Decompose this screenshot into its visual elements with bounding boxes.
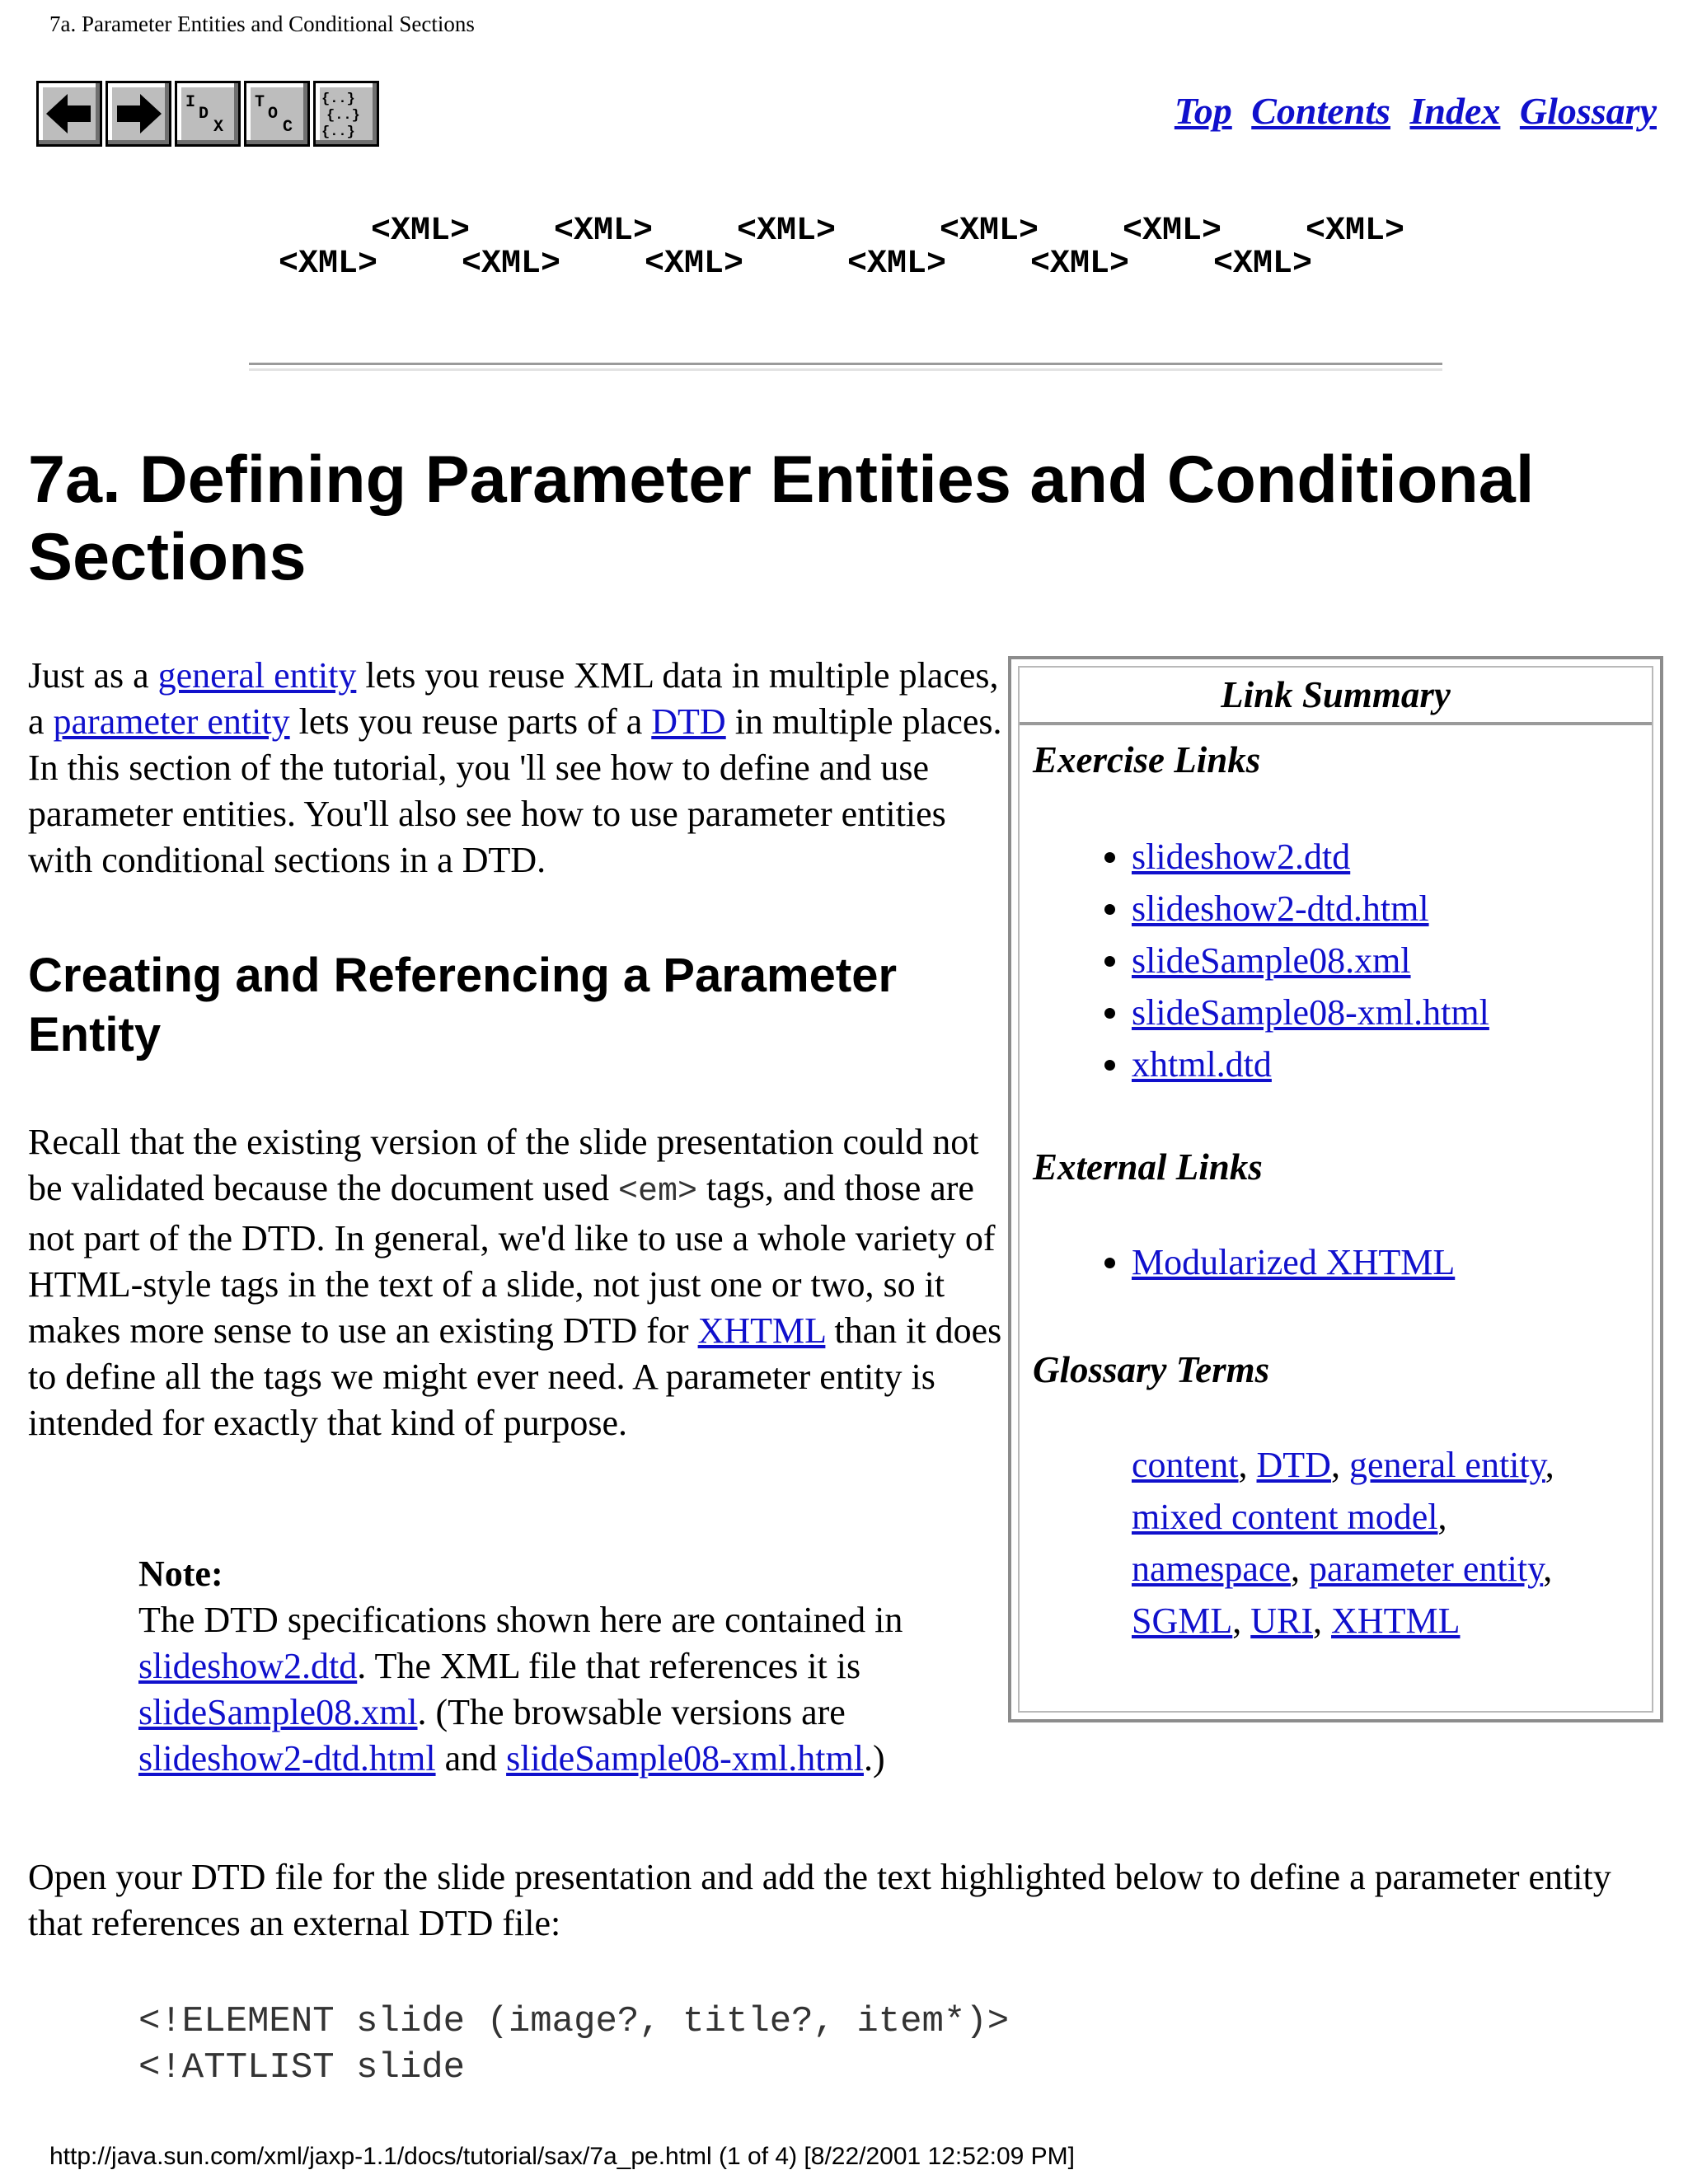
arrow-right-icon [114, 91, 163, 137]
exercise-links-list [1074, 831, 1489, 1090]
nav-toolbar [36, 81, 379, 147]
list-item [1132, 1236, 1455, 1288]
xml-banner-word: <XML> [737, 213, 837, 250]
separator: , [1238, 1445, 1257, 1485]
svg-text:{..}: {..} [321, 124, 355, 140]
note-block: Note: The DTD specifications shown here are contained in slideshow2.dtd. The XML file that references it is slideSample08.xml. (The browsable versions are slideshow2-dtd.html and slideSample08-xml.html.) [138, 1551, 987, 1782]
print-footer-url: http://java.sun.com/xml/jaxp-1.1/docs/tutorial/sax/7a_pe.html (1 of 4) [8/22/2001 12:52:09 PM] [49, 2143, 1076, 2170]
slidesample08-xml-link[interactable]: slideSample08.xml [138, 1692, 418, 1732]
svg-text:X: X [213, 118, 224, 137]
glossary-term-link[interactable]: SGML [1132, 1601, 1233, 1641]
xml-banner-word: <XML> [554, 213, 654, 250]
exercise-link[interactable]: xhtml.dtd [1132, 1044, 1272, 1085]
index-icon [182, 88, 233, 139]
glossary-link[interactable]: Glossary [1519, 90, 1657, 132]
glossary-term-link[interactable]: mixed content model [1132, 1497, 1438, 1537]
inline-code-em: <em> [617, 1174, 697, 1211]
external-link[interactable]: Modularized XHTML [1132, 1242, 1456, 1282]
glossary-term-link[interactable]: XHTML [1331, 1601, 1461, 1641]
list-item [1132, 883, 1489, 935]
xml-banner-word: <XML> [462, 246, 561, 279]
exercise-link[interactable]: slideSample08.xml [1132, 940, 1411, 981]
glossary-term-link[interactable]: DTD [1256, 1445, 1331, 1485]
list-item [1132, 831, 1489, 883]
xml-banner-word: <XML> [645, 246, 744, 279]
slideshow2-dtd-link[interactable]: slideshow2.dtd [138, 1646, 358, 1686]
section-heading: Creating and Referencing a Parameter Entity [28, 949, 898, 1062]
glossary-term-link[interactable]: general entity [1348, 1445, 1545, 1485]
xml-banner-word: <XML> [847, 246, 947, 279]
xml-tags-icon [320, 87, 373, 140]
svg-text:{..}: {..} [321, 91, 355, 107]
index-button[interactable] [175, 81, 241, 147]
list-item [1132, 1038, 1489, 1090]
glossary-terms-title: Glossary Terms [1033, 1349, 1270, 1390]
recall-paragraph: Recall that the existing version of the slide presentation could not be validated because the document used <em> tags, and those are not part of the DTD. In general, we'd like to use a whole variety of HTML-style tags in the text of a slide, not just one or two, so it makes more sense to use an existing DTD for XHTML than it does to define all the tags we might ever need. A parameter entity is intended for exactly that kind of purpose. [28, 1122, 1002, 1443]
separator: , [1437, 1497, 1447, 1537]
xml-banner-word: <XML> [1213, 246, 1313, 279]
page-title: 7a. Defining Parameter Entities and Conditional Sections [28, 443, 1535, 594]
toc-button[interactable] [244, 81, 310, 147]
code-line: <!ATTLIST slide [138, 2047, 466, 2088]
xml-banner-word: <XML> [279, 246, 378, 279]
glossary-term-link[interactable]: parameter entity [1309, 1549, 1544, 1589]
xml-banner-word: <XML> [1306, 213, 1405, 250]
xml-banner-word: <XML> [1030, 246, 1130, 279]
glossary-term-link[interactable]: namespace [1132, 1549, 1291, 1589]
svg-text:D: D [199, 105, 209, 124]
list-item [1132, 987, 1489, 1038]
note-label: Note: [138, 1554, 223, 1594]
separator: , [1232, 1601, 1251, 1641]
horizontal-rule [249, 363, 1442, 371]
code-line: <!ELEMENT slide (image?, title?, item*)> [138, 2001, 1010, 2042]
separator: , [1313, 1601, 1332, 1641]
external-links-list [1074, 1236, 1455, 1288]
xml-banner-word: <XML> [371, 213, 471, 250]
link-summary-box [1008, 656, 1663, 1722]
index-link[interactable]: Index [1409, 90, 1501, 132]
glossary-term-link[interactable]: content [1132, 1445, 1239, 1485]
xml-banner [279, 213, 1416, 279]
top-link[interactable]: Top [1174, 90, 1232, 132]
glossary-terms-list [1132, 1439, 1610, 1647]
print-header: 7a. Parameter Entities and Conditional Sections [49, 12, 475, 36]
separator: , [1291, 1549, 1309, 1589]
contents-link[interactable]: Contents [1251, 90, 1390, 132]
top-links [1165, 89, 1657, 133]
exercise-link[interactable]: slideshow2.dtd [1132, 837, 1351, 877]
back-button[interactable] [36, 81, 102, 147]
code-block [138, 1999, 1009, 2091]
svg-text:O: O [268, 105, 279, 124]
slidesample08-xml-html-link[interactable]: slideSample08-xml.html [506, 1738, 864, 1779]
xml-tags-button[interactable] [313, 81, 379, 147]
list-item [1132, 935, 1489, 987]
general-entity-link[interactable]: general entity [157, 655, 357, 696]
forward-button[interactable] [106, 81, 171, 147]
separator: , [1543, 1549, 1553, 1589]
exercise-links-title: Exercise Links [1033, 739, 1261, 780]
intro-paragraph: Just as a general entity lets you reuse XML data in multiple places, a parameter entity lets you reuse parts of a DTD in multiple places. In this section of the tutorial, you 'll see how to define and use parameter entities. You'll also see how to use parameter entities with conditional sections in a DTD. [28, 655, 1002, 880]
exercise-link[interactable]: slideshow2-dtd.html [1132, 888, 1429, 929]
separator: , [1545, 1445, 1554, 1485]
xml-banner-word: <XML> [940, 213, 1039, 250]
svg-text:T: T [255, 93, 265, 112]
toc-icon [251, 88, 302, 139]
open-paragraph: Open your DTD file for the slide presentation and add the text highlighted below to define a parameter entity that references an external DTD file: [28, 1857, 1611, 1943]
xhtml-link[interactable]: XHTML [697, 1310, 826, 1351]
svg-text:I: I [185, 93, 196, 112]
external-links-title: External Links [1033, 1146, 1263, 1188]
svg-text:C: C [283, 118, 293, 137]
separator: , [1330, 1445, 1349, 1485]
exercise-link[interactable]: slideSample08-xml.html [1132, 992, 1489, 1033]
parameter-entity-link[interactable]: parameter entity [53, 701, 290, 742]
link-summary-heading: Link Summary [1020, 668, 1652, 725]
xml-banner-word: <XML> [1123, 213, 1222, 250]
slideshow2-dtd-html-link[interactable]: slideshow2-dtd.html [138, 1738, 436, 1779]
dtd-link[interactable]: DTD [651, 701, 726, 742]
glossary-term-link[interactable]: URI [1250, 1601, 1314, 1641]
arrow-left-icon [45, 91, 94, 137]
svg-text:{..}: {..} [326, 108, 360, 124]
